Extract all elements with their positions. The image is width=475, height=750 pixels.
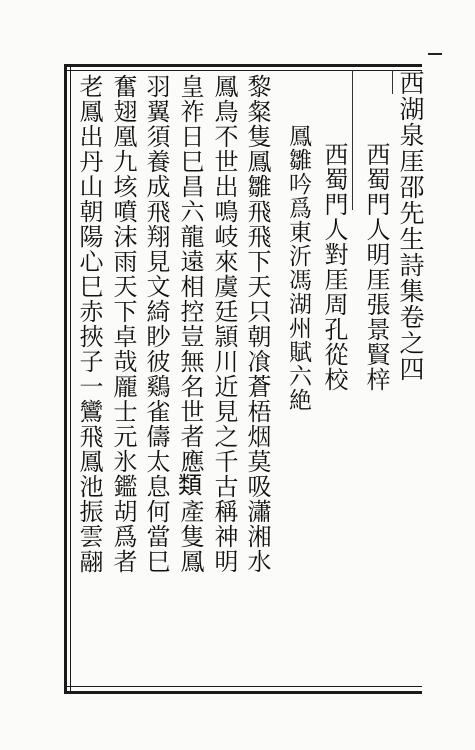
frame-left-inner-rule [70,66,71,692]
frame-top-rule [66,64,422,67]
frame-top-inner-rule [66,70,422,71]
header-divider-line [352,70,353,210]
poem-line: 奮翅凰九垓噴沫雨天下卓哉龎士元氷鑑胡爲者 [109,74,137,574]
poem-line: 羽翼須養成飛翔見文綺眇彼鷄雀儔太息何當巳 [142,74,170,574]
editor-credit: 西蜀門人對厓周孔從校 [320,142,348,392]
poem-line: 鳳鳥不世出鳴岐來虞廷頴川近見之千古稱神明 [210,74,238,574]
frame-left-rule [64,64,67,694]
book-title: 西湖泉厓邵先生詩集卷之四 [396,70,425,382]
poem-title: 鳳雛吟爲東沂馮湖州賦六絶 [285,124,311,412]
header-tick-line [392,70,393,94]
poem-line: 皇祚日巳昌六龍遠相控豈無名世者應𩔖產隻鳳 [176,74,204,574]
frame-bottom-rule [66,691,422,694]
frame-bottom-inner-rule [66,686,422,687]
author-credit: 西蜀門人明厓張景賢梓 [362,142,390,392]
poem-line: 老鳳出丹山朝陽心巳赤挾子一鸞飛鳳池振雲翮 [75,74,103,574]
poem-line: 黎粲隻鳳雛飛飛下天只朝飡蒼梧烟莫吸瀟湘水 [243,74,271,574]
page-edge-mark [428,53,442,55]
